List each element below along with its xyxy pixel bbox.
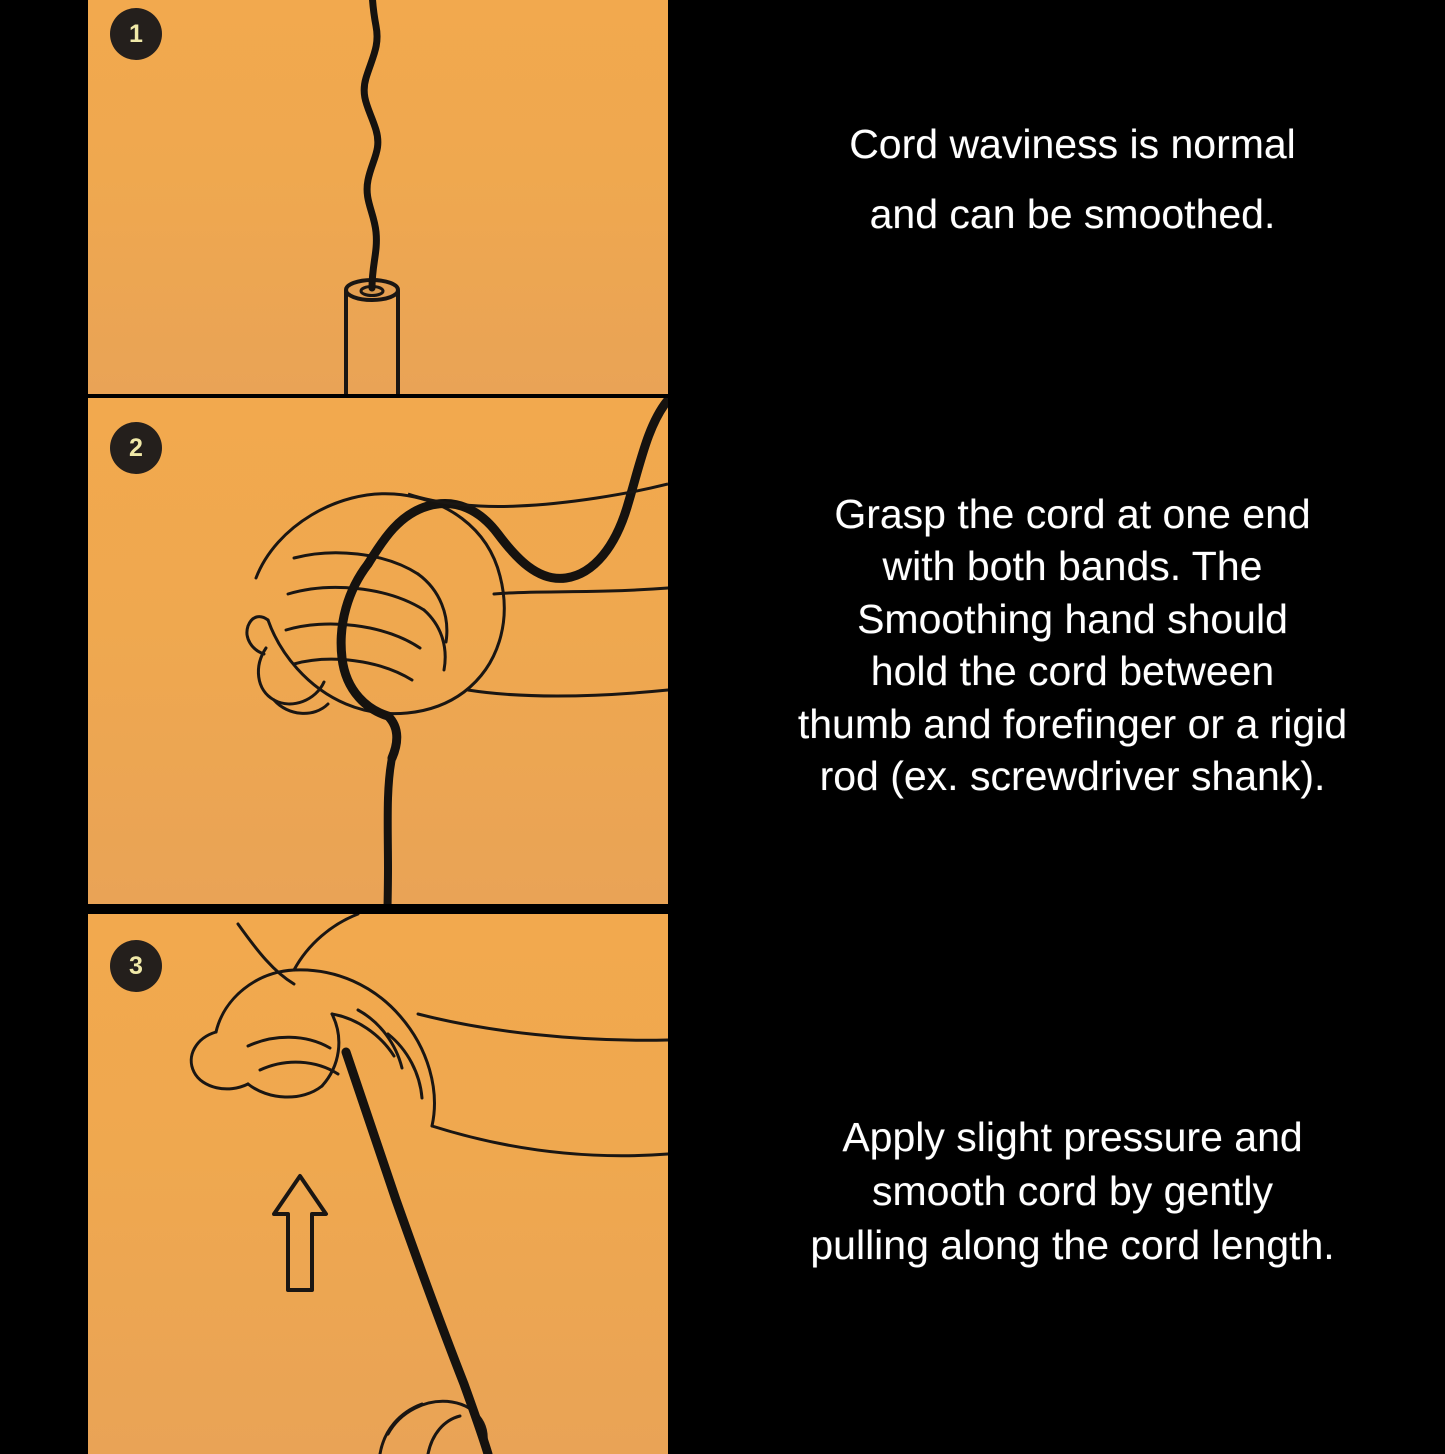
caption-line: pulling along the cord length. <box>810 1222 1335 1269</box>
illustration-panel-column <box>88 0 668 1454</box>
caption-line: hold the cord between <box>870 648 1275 695</box>
caption-line: smooth cord by gently <box>871 1168 1274 1215</box>
panel-step-2 <box>88 398 668 904</box>
pull-direction-arrow <box>274 1176 326 1290</box>
caption-line: Smoothing hand should <box>857 595 1288 642</box>
caption-line: with both bands. The <box>882 543 1263 590</box>
caption-column <box>700 0 1445 1445</box>
caption-step-3 <box>700 1110 1445 1272</box>
step-badge-2: 2 <box>110 422 162 474</box>
caption-line: and can be smoothed. <box>869 190 1276 237</box>
caption-step-1 <box>700 110 1445 249</box>
step-badge-1: 1 <box>110 8 162 60</box>
panel-step-3 <box>88 914 668 1454</box>
panel-step-1 <box>88 0 668 394</box>
caption-line: rod (ex. screwdriver shank). <box>819 753 1326 800</box>
caption-line: Cord waviness is normal <box>849 121 1296 167</box>
hand-pulling-along-cord-illustration <box>88 914 668 1454</box>
hand-grasping-cord-illustration <box>88 398 668 904</box>
caption-line: thumb and forefinger or a rigid <box>797 700 1348 747</box>
cord-emerging-from-grommet-illustration <box>88 0 668 394</box>
caption-step-2 <box>700 488 1445 803</box>
caption-line: Grasp the cord at one end <box>834 491 1311 537</box>
step-badge-3: 3 <box>110 940 162 992</box>
caption-line: Apply slight pressure and <box>842 1114 1303 1160</box>
